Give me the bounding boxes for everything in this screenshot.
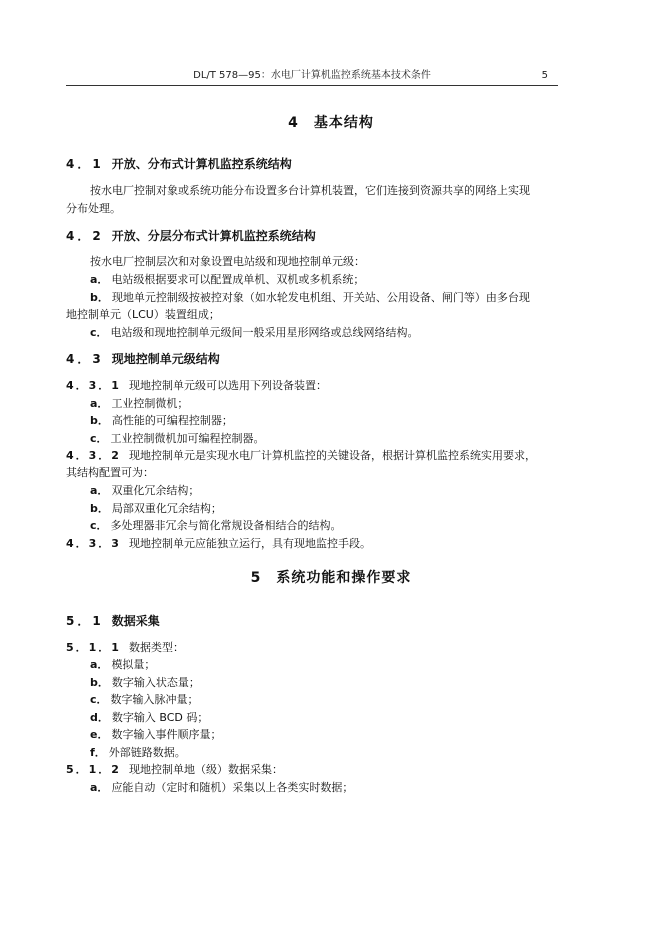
section-title: 现地控制单元级结构 bbox=[111, 352, 220, 366]
list-text: 数字输入 BCD 码； bbox=[111, 711, 209, 724]
section-4-2-heading bbox=[66, 228, 566, 244]
clause-number: 5．1．2 bbox=[66, 763, 121, 776]
list-text: 高性能的可编程控制器； bbox=[111, 414, 233, 427]
list-label: a． bbox=[90, 484, 109, 497]
clause-5-1-2 bbox=[66, 762, 566, 778]
list-text: 现地单元控制级按被控对象（如水轮发电机组、开关站、公用设备、闸门等）由多台现 bbox=[111, 291, 530, 304]
section-number: 4．3 bbox=[66, 352, 104, 366]
paragraph-4-1: 按水电厂控制对象或系统功能分布设置多台计算机装置，它们连接到资源共享的网络上实现 bbox=[90, 184, 530, 197]
paragraph-4-1-cont: 分布处理。 bbox=[66, 202, 121, 215]
list-text: 应能自动（定时和随机）采集以上各类实时数据； bbox=[111, 781, 354, 794]
section-title: 开放、分层分布式计算机监控系统结构 bbox=[111, 229, 316, 243]
section-number: 5．1 bbox=[66, 614, 104, 628]
header-title: DL/T 578—95：水电厂计算机监控系统基本技术条件 bbox=[193, 70, 431, 81]
clause-number: 5．1．1 bbox=[66, 641, 121, 654]
clause-4-3-3 bbox=[66, 536, 566, 552]
section-number: 4．1 bbox=[66, 157, 104, 171]
list-item bbox=[90, 290, 590, 306]
clause-4-3-2 bbox=[66, 448, 566, 464]
list-text: 模拟量； bbox=[111, 658, 156, 671]
list-text: 数字输入事件顺序量； bbox=[111, 728, 222, 741]
chapter-5-title: 5 系统功能和操作要求 bbox=[250, 570, 412, 586]
list-item bbox=[90, 692, 590, 708]
clause-number: 4．3．1 bbox=[66, 379, 121, 392]
paragraph-4-2: 按水电厂控制层次和对象设置电站级和现地控制单元级： bbox=[90, 255, 365, 268]
list-label: c． bbox=[90, 693, 108, 706]
list-label: a． bbox=[90, 781, 109, 794]
header-rule bbox=[66, 85, 558, 86]
list-label: f． bbox=[90, 746, 106, 759]
page-number: 5 bbox=[541, 70, 548, 81]
section-4-1-heading bbox=[66, 156, 566, 172]
list-item bbox=[90, 710, 590, 726]
clause-number: 4．3．3 bbox=[66, 537, 121, 550]
list-label: b． bbox=[90, 291, 109, 304]
clause-text: 现地控制单元级可以选用下列设备装置： bbox=[128, 379, 327, 392]
clause-text: 数据类型： bbox=[128, 641, 184, 654]
section-4-3-heading bbox=[66, 351, 566, 367]
list-label: a． bbox=[90, 658, 109, 671]
chapter-4-title: 4 基本结构 bbox=[288, 115, 374, 131]
list-label: b． bbox=[90, 502, 109, 515]
list-label: b． bbox=[90, 676, 109, 689]
clause-text: 现地控制单地（级）数据采集： bbox=[128, 763, 283, 776]
list-label: e． bbox=[90, 728, 109, 741]
section-title: 开放、分布式计算机监控系统结构 bbox=[111, 157, 292, 171]
list-text: 电站级和现地控制单元级间一般采用星形网络或总线网络结构。 bbox=[110, 326, 419, 339]
list-item bbox=[90, 518, 590, 534]
list-item bbox=[90, 396, 590, 412]
section-number: 4．2 bbox=[66, 229, 104, 243]
list-text: 局部双重化冗余结构； bbox=[111, 502, 222, 515]
list-item bbox=[90, 745, 590, 761]
list-item bbox=[90, 325, 590, 341]
list-text: 电站级根据要求可以配置成单机、双机或多机系统； bbox=[111, 273, 365, 286]
clause-5-1-1 bbox=[66, 640, 566, 656]
list-item bbox=[90, 483, 590, 499]
list-label: a． bbox=[90, 273, 109, 286]
list-label: d． bbox=[90, 711, 109, 724]
list-item bbox=[90, 501, 590, 517]
running-header bbox=[66, 68, 558, 84]
list-label: c． bbox=[90, 326, 108, 339]
list-text: 外部链路数据。 bbox=[108, 746, 186, 759]
clause-4-3-1 bbox=[66, 378, 566, 394]
clause-number: 4．3．2 bbox=[66, 449, 121, 462]
list-text: 双重化冗余结构； bbox=[111, 484, 200, 497]
list-label: a． bbox=[90, 397, 109, 410]
list-item bbox=[90, 780, 590, 796]
list-text: 多处理器非冗余与简化常规设备相结合的结构。 bbox=[110, 519, 342, 532]
list-item bbox=[90, 657, 590, 673]
section-title: 数据采集 bbox=[111, 614, 160, 628]
section-5-1-heading bbox=[66, 613, 566, 629]
list-label: b． bbox=[90, 414, 109, 427]
list-item bbox=[90, 675, 590, 691]
list-item bbox=[90, 431, 590, 447]
list-text: 工业控制微机； bbox=[111, 397, 189, 410]
clause-text: 现地控制单元是实现水电厂计算机监控的关键设备，根据计算机监控系统实用要求， bbox=[128, 449, 536, 462]
list-label: c． bbox=[90, 432, 108, 445]
list-text: 数字输入状态量； bbox=[111, 676, 200, 689]
list-item bbox=[90, 727, 590, 743]
list-item-cont: 地控制单元（LCU）装置组成； bbox=[66, 308, 220, 321]
clause-text: 现地控制单元应能独立运行，具有现地监控手段。 bbox=[128, 537, 371, 550]
list-item bbox=[90, 272, 590, 288]
list-label: c． bbox=[90, 519, 108, 532]
list-text: 数字输入脉冲量； bbox=[110, 693, 199, 706]
list-text: 工业控制微机加可编程控制器。 bbox=[110, 432, 265, 445]
clause-4-3-2-cont: 其结构配置可为： bbox=[66, 466, 154, 479]
list-item bbox=[90, 413, 590, 429]
